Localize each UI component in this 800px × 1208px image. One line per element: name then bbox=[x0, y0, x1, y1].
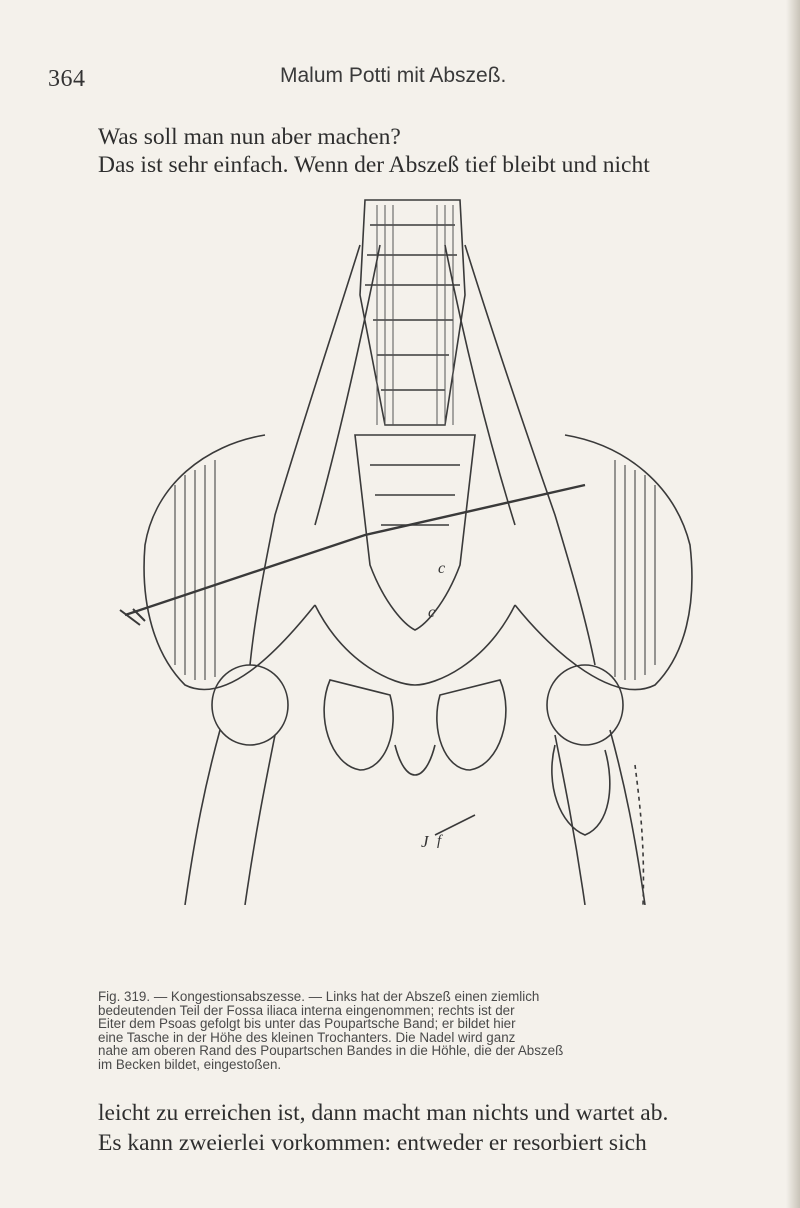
figure-label-j: J bbox=[421, 832, 429, 851]
page-edge-shadow bbox=[786, 0, 800, 1208]
caption-line: Eiter dem Psoas gefolgt bis unter das Poupartsche Band; er bildet hier bbox=[98, 1016, 516, 1031]
pelvis-illustration bbox=[115, 185, 715, 905]
pelvic-inlet bbox=[315, 605, 515, 685]
body-text-line-2: Das ist sehr einfach. Wenn der Abszeß tief bleibt und nicht bbox=[98, 152, 650, 178]
figure-label-c2: c bbox=[428, 604, 436, 621]
femur-right bbox=[555, 730, 645, 905]
psoas-right bbox=[465, 245, 595, 665]
psoas-left bbox=[250, 245, 360, 665]
femur-left bbox=[185, 730, 275, 905]
femoral-head-left bbox=[212, 665, 288, 745]
iliac-wing-right bbox=[515, 435, 692, 690]
caption-line: Fig. 319. — Kongestionsabszesse. — Links hat der Abszeß einen ziemlich bbox=[98, 989, 540, 1004]
caption-line: eine Tasche in der Höhe des kleinen Trochanters. Die Nadel wird ganz bbox=[98, 1029, 516, 1045]
obturator-right bbox=[437, 680, 506, 770]
page-number: 364 bbox=[48, 66, 86, 92]
aspiration-needle bbox=[125, 485, 585, 615]
pubic-symphysis bbox=[395, 745, 435, 775]
figure-label-c1: c bbox=[438, 560, 446, 577]
abscess-pocket bbox=[552, 745, 610, 835]
body-text-line-1: Was soll man nun aber machen? bbox=[98, 124, 401, 150]
caption-line: im Becken bildet, eingestoßen. bbox=[98, 1056, 282, 1072]
caption-line: nahe am oberen Rand des Poupartschen Bandes in die Höhle, die der Abszeß bbox=[98, 1043, 564, 1058]
body-text-line-3: leicht zu erreichen ist, dann macht man nichts und wartet ab. bbox=[98, 1100, 669, 1126]
obturator-left bbox=[324, 680, 393, 770]
figure-label-f: f bbox=[437, 833, 442, 849]
body-text-line-4: Es kann zweierlei vorkommen: entweder er resorbiert sich bbox=[98, 1130, 647, 1156]
iliac-wing-left bbox=[144, 435, 315, 690]
running-head: Malum Potti mit Abszeß. bbox=[280, 64, 507, 87]
caption-line: bedeutenden Teil der Fossa iliaca interna eingenommen; rechts ist der bbox=[98, 1002, 515, 1018]
spine-column bbox=[360, 200, 465, 425]
figure-caption bbox=[98, 990, 718, 1071]
